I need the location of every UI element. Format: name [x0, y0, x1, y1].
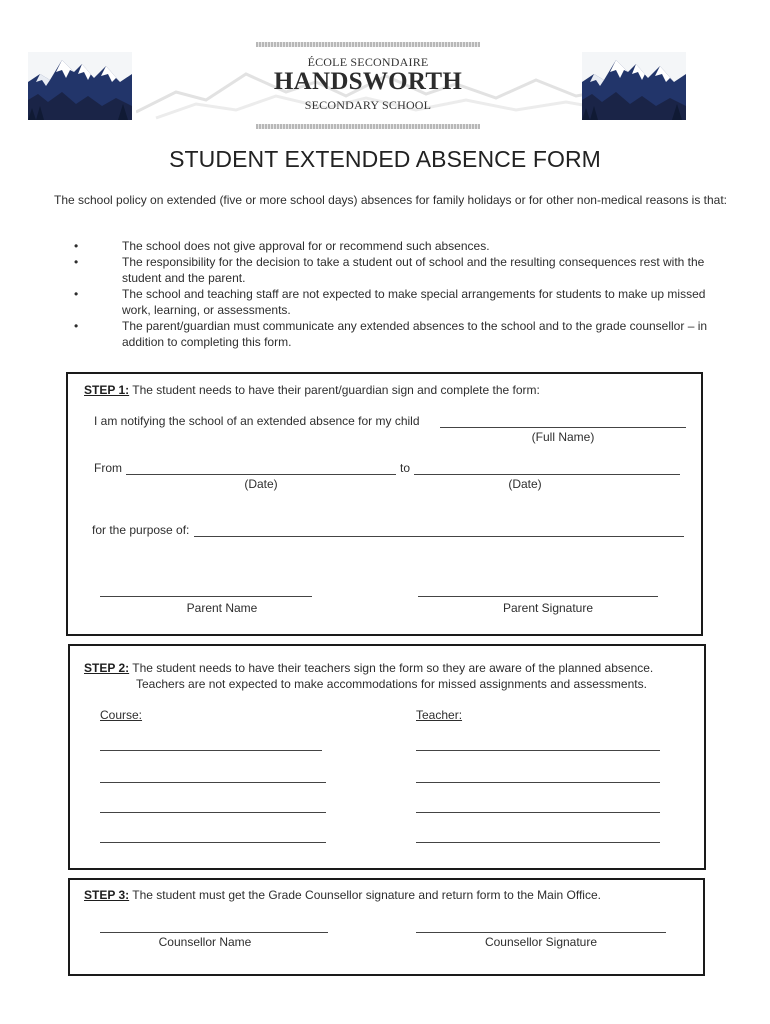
- step-3-heading: [84, 887, 601, 903]
- school-name-french: ÉCOLE SECONDAIRE: [307, 55, 429, 69]
- from-date-caption: (Date): [244, 477, 278, 491]
- course-field[interactable]: [100, 812, 326, 813]
- counsellor-signature-field[interactable]: [416, 932, 666, 933]
- banner-top-rule: [256, 42, 480, 47]
- step-1-box: [66, 372, 703, 636]
- counsellor-name-caption: Counsellor Name: [158, 935, 252, 949]
- bullet-icon: •: [74, 319, 79, 333]
- purpose-label: for the purpose of:: [92, 523, 190, 537]
- child-full-name-field[interactable]: [440, 427, 686, 428]
- policy-intro: The school policy on extended (five or more school days) absences for family holidays or for other non-medical reasons is that:: [54, 193, 727, 207]
- school-logo-mountain-left: [28, 52, 132, 120]
- policy-item-text: The school does not give approval for or recommend such absences.: [122, 239, 490, 253]
- step-3-label: STEP 3:: [84, 888, 130, 902]
- teacher-field[interactable]: [416, 812, 660, 813]
- policy-item: [74, 286, 714, 318]
- course-header: Course:: [100, 708, 143, 722]
- parent-signature-caption: Parent Signature: [502, 601, 594, 615]
- purpose-field[interactable]: [194, 536, 684, 537]
- counsellor-signature-caption: Counsellor Signature: [484, 935, 598, 949]
- parent-signature-field[interactable]: [418, 596, 658, 597]
- school-name: HANDSWORTH: [273, 68, 463, 95]
- step-2-label: STEP 2:: [84, 661, 130, 675]
- course-field[interactable]: [100, 782, 326, 783]
- to-label: to: [400, 461, 411, 475]
- step-2-instruction-1: The student needs to have their teachers sign the form so they are aware of the planned absence.: [132, 661, 654, 675]
- school-name-english: SECONDARY SCHOOL: [304, 98, 432, 112]
- form-title: STUDENT EXTENDED ABSENCE FORM: [169, 146, 601, 172]
- from-date-field[interactable]: [126, 474, 396, 475]
- banner-bottom-rule: [256, 124, 480, 129]
- policy-item-text: The school and teaching staff are not expected to make special arrangements for students to make up missed work, learning, or assessments.: [122, 287, 706, 317]
- step-3-box: [68, 878, 705, 976]
- to-date-field[interactable]: [414, 474, 680, 475]
- step-2-heading: [84, 660, 653, 676]
- course-field[interactable]: [100, 842, 326, 843]
- to-date-caption: (Date): [508, 477, 542, 491]
- bullet-icon: •: [74, 255, 79, 269]
- school-banner: [256, 40, 480, 132]
- teacher-field[interactable]: [416, 842, 660, 843]
- bullet-icon: •: [74, 239, 79, 253]
- parent-name-caption: Parent Name: [186, 601, 258, 615]
- counsellor-name-field[interactable]: [100, 932, 328, 933]
- policy-item: [74, 238, 714, 254]
- notify-text: I am notifying the school of an extended absence for my child: [94, 414, 420, 428]
- step-1-heading: [84, 382, 540, 398]
- step-2-box: [68, 644, 706, 870]
- teacher-header: Teacher:: [416, 708, 463, 722]
- course-field[interactable]: [100, 750, 322, 751]
- step-2-instruction-2: Teachers are not expected to make accommodations for missed assignments and assessments.: [136, 677, 647, 691]
- policy-item-text: The responsibility for the decision to take a student out of school and the resulting consequences rest with the student and the parent.: [122, 255, 705, 285]
- full-name-caption: (Full Name): [531, 430, 595, 444]
- teacher-field[interactable]: [416, 782, 660, 783]
- parent-name-field[interactable]: [100, 596, 312, 597]
- policy-item-text: The parent/guardian must communicate any extended absences to the school and to the grade counsellor – in addition to completing this form.: [122, 319, 708, 349]
- step-1-instruction: The student needs to have their parent/guardian sign and complete the form:: [132, 383, 540, 397]
- step-3-instruction: The student must get the Grade Counsellor signature and return form to the Main Office.: [132, 888, 601, 902]
- policy-item: [74, 254, 714, 286]
- bullet-icon: •: [74, 287, 79, 301]
- from-label: From: [94, 461, 122, 475]
- school-logo-mountain-right: [582, 52, 686, 120]
- policy-list: [74, 238, 714, 350]
- policy-item: [74, 318, 714, 350]
- teacher-field[interactable]: [416, 750, 660, 751]
- step-1-label: STEP 1:: [84, 383, 130, 397]
